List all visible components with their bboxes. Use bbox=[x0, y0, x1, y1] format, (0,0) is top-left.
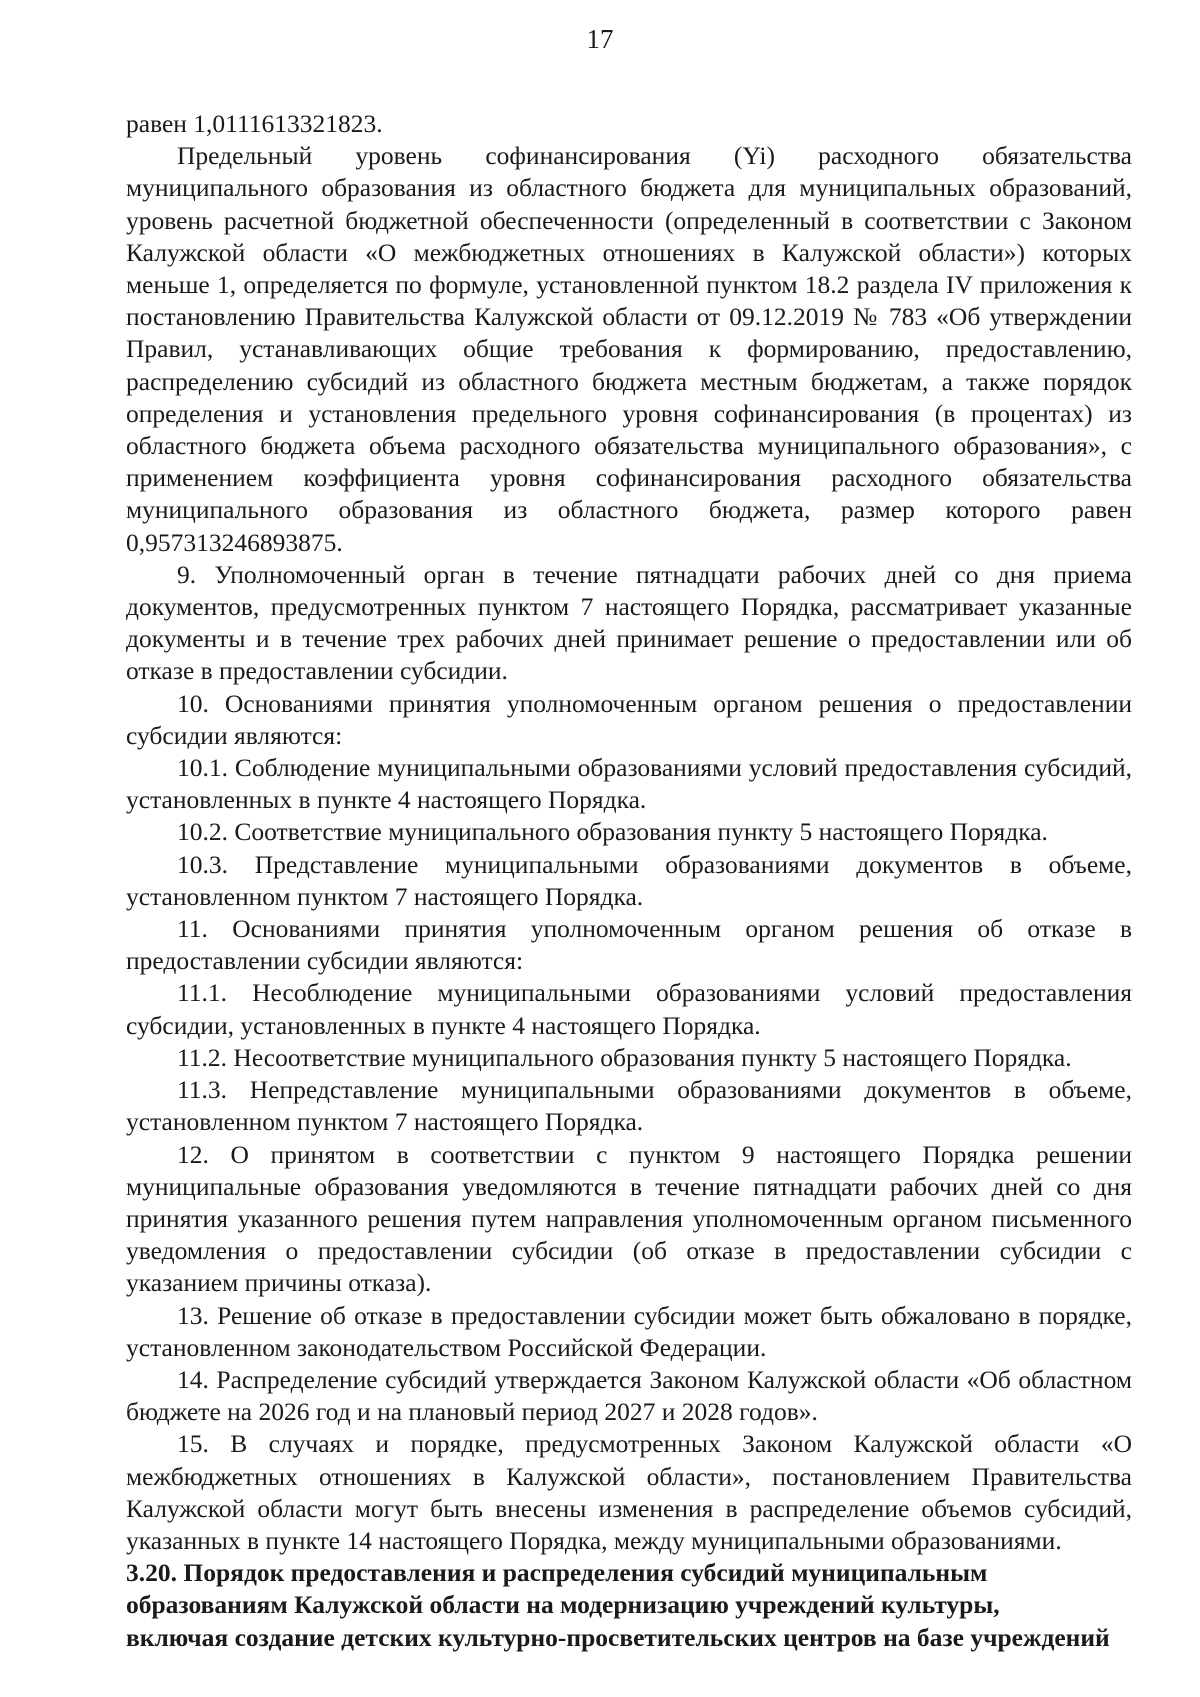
paragraph: 11.1. Несоблюдение муниципальными образованиями условий предоставления субсидии, установленных в пункте 4 настоящего Порядка. bbox=[126, 978, 1132, 1040]
paragraph: 12. О принятом в соответствии с пунктом 9 настоящего Порядка решении муниципальные образования уведомляются в течение пятнадцати рабочих дней со дня принятия указанного решения путем направления уполномоченным органом письменного уведомления о предоставлении субсидии (об отказе в предоставлении субсидии с указанием причины отказа). bbox=[126, 1139, 1132, 1298]
paragraph: 10.1. Соблюдение муниципальными образованиями условий предоставления субсидий, установленных в пункте 4 настоящего Порядка. bbox=[126, 753, 1132, 815]
document-body bbox=[126, 108, 1132, 1654]
paragraph: Предельный уровень софинансирования (Yi) расходного обязательства муниципального образования из областного бюджета для муниципальных образований, уровень расчетной бюджетной обеспеченности (определенный в соответствии с Законом Калужской области «О межбюджетных отношениях в Калужской области») которых меньше 1, определяется по формуле, установленной пунктом 18.2 раздела IV приложения к постановлению Правительства Калужской области от 09.12.2019 № 783 «Об утверждении Правил, устанавливающих общие требования к формированию, предоставлению, распределению субсидий из областного бюджета местным бюджетам, а также порядок определения и установления предельного уровня софинансирования (в процентах) из областного бюджета объема расходного обязательства муниципального образования», с применением коэффициента уровня софинансирования расходного обязательства муниципального образования из областного бюджета, размер которого равен 0,957313246893875. bbox=[126, 141, 1132, 557]
paragraph: 15. В случаях и порядке, предусмотренных Законом Калужской области «О межбюджетных отношениях в Калужской области», постановлением Правительства Калужской области могут быть внесены изменения в распределение объемов субсидий, указанных в пункте 14 настоящего Порядка, между муниципальными образованиями. bbox=[126, 1429, 1132, 1555]
paragraph: 14. Распределение субсидий утверждается Законом Калужской области «Об областном бюджете на 2026 год и на плановый период 2027 и 2028 годов». bbox=[126, 1364, 1132, 1427]
paragraph: 10.3. Представление муниципальными образованиями документов в объеме, установленном пунктом 7 настоящего Порядка. bbox=[126, 849, 1132, 911]
paragraph: 11.3. Непредставление муниципальными образованиями документов в объеме, установленном пунктом 7 настоящего Порядка. bbox=[126, 1075, 1132, 1137]
paragraph: 13. Решение об отказе в предоставлении субсидии может быть обжаловано в порядке, установленном законодательством Российской Федерации. bbox=[126, 1300, 1132, 1362]
section-heading-line: включая создание детских культурно-просветительских центров на базе учреждений bbox=[126, 1622, 1110, 1652]
page-number: 17 bbox=[586, 24, 614, 54]
section-heading-line: 3.20. Порядок предоставления и распределения субсидий муниципальным bbox=[126, 1558, 988, 1588]
paragraph: 11.2. Несоответствие муниципального образования пункту 5 настоящего Порядка. bbox=[177, 1042, 1072, 1072]
paragraph: 11. Основаниями принятия уполномоченным органом решения об отказе в предоставлении субсидии являются: bbox=[126, 914, 1132, 976]
paragraph: равен 1,0111613321823. bbox=[126, 109, 383, 138]
section-heading-line: образованиям Калужской области на модернизацию учреждений культуры, bbox=[126, 1590, 1000, 1620]
paragraph: 10.2. Соответствие муниципального образования пункту 5 настоящего Порядка. bbox=[177, 817, 1048, 847]
paragraph: 10. Основаниями принятия уполномоченным органом решения о предоставлении субсидии являются: bbox=[126, 688, 1132, 750]
paragraph: 9. Уполномоченный орган в течение пятнадцати рабочих дней со дня приема документов, предусмотренных пунктом 7 настоящего Порядка, рассматривает указанные документы и в течение трех рабочих дней принимает решение о предоставлении или об отказе в предоставлении субсидии. bbox=[126, 559, 1132, 686]
